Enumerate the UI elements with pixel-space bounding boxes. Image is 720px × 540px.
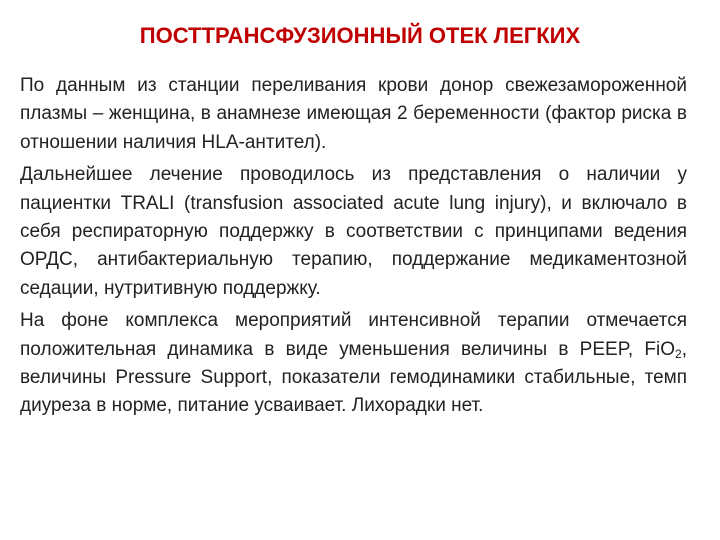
- slide-body: [20, 72, 687, 425]
- fio2-subscript: 2: [675, 346, 682, 361]
- paragraph-dynamics: [20, 307, 687, 421]
- paragraph-dynamics-part2: , величины Pressure Support, показатели гемодинамики стабильные, темп диуреза в норме, питание усваивает. Лихорадки нет.: [20, 338, 687, 417]
- paragraph-dynamics-part1: На фоне комплекса мероприятий интенсивной терапии отмечается положительная динамика в виде уменьшения величины в PEEP, FiO: [20, 310, 687, 360]
- paragraph-treatment: Дальнейшее лечение проводилось из представления о наличии у пациентки TRALI (transfusion associated acute lung injury), и включало в себя респираторную поддержку в соответствии с принципами ведения ОРДС, антибактериальную терапию, поддержание медикаментозной седации, нутритивную поддержку.: [20, 164, 687, 299]
- slide-title: ПОСТТРАНСФУЗИОННЫЙ ОТЕК ЛЕГКИХ: [139, 23, 581, 48]
- paragraph-donor-info: По данным из станции переливания крови донор свежезамороженной плазмы – женщина, в анамнезе имеющая 2 беременности (фактор риска в отношении наличия HLA-антител).: [20, 75, 687, 153]
